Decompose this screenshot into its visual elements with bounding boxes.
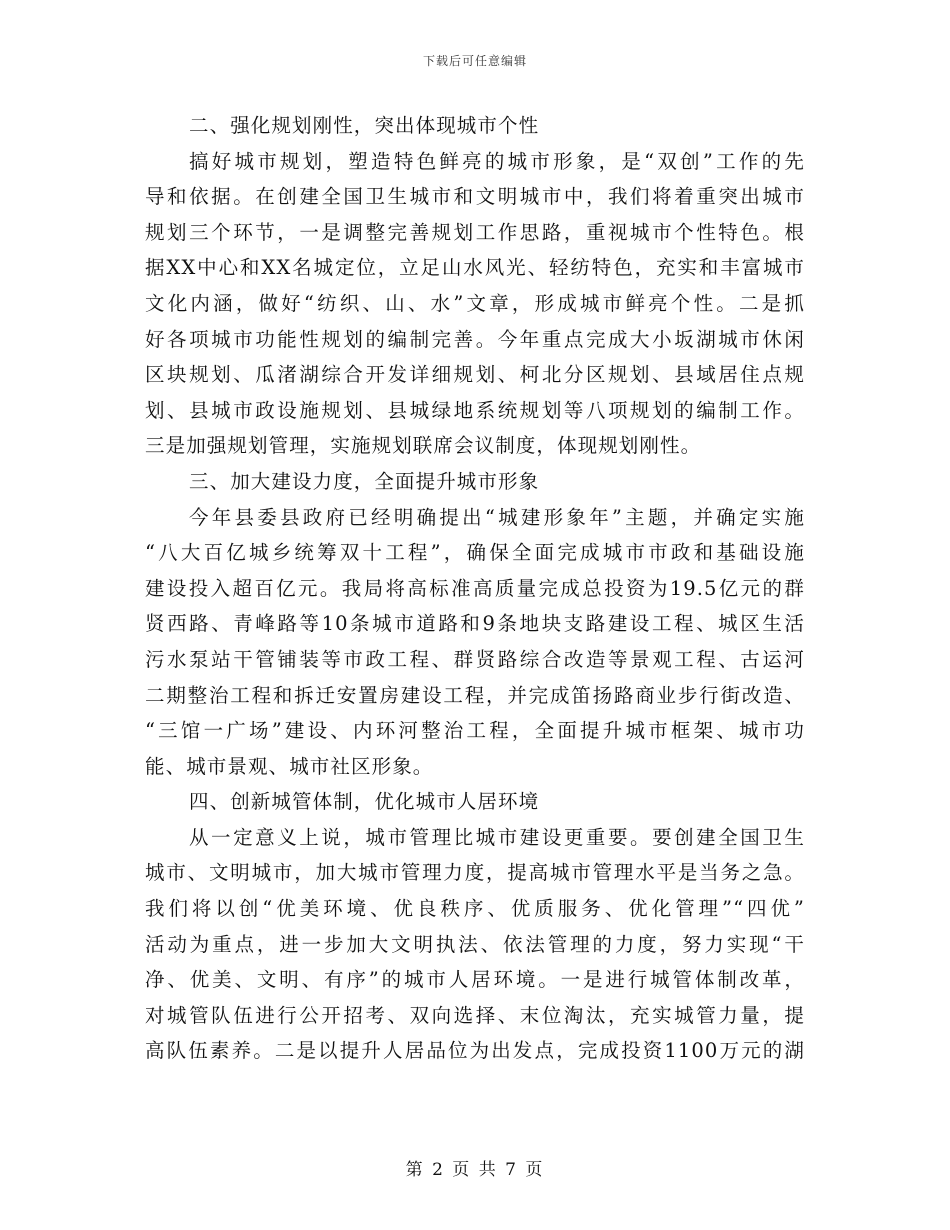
paragraph-line: 能、城市景观、城市社区形象。 bbox=[145, 754, 434, 778]
paragraph-line: “三馆一广场”建设、内环河整治工程，全面提升城市框架、城市功 bbox=[145, 719, 805, 743]
section bbox=[145, 464, 805, 784]
section-heading: 二、强化规划刚性，突出体现城市个性 bbox=[189, 114, 540, 137]
paragraph-line: “八大百亿城乡统筹双十工程”，确保全面完成城市市政和基础设施 bbox=[145, 541, 805, 565]
paragraph-line: 高队伍素养。二是以提升人居品位为出发点，完成投资1100万元的湖 bbox=[145, 1039, 805, 1063]
paragraph-line: 文化内涵，做好“纺织、山、水”文章，形成城市鲜亮个性。二是抓 bbox=[145, 291, 805, 315]
paragraph-line: 二期整治工程和拆迁安置房建设工程，并完成笛扬路商业步行街改造、 bbox=[145, 683, 805, 707]
paragraph-line: 规划三个环节，一是调整完善规划工作思路，重视城市个性特色。根 bbox=[145, 220, 805, 244]
paragraph-line: 污水泵站干管铺装等市政工程、群贤路综合改造等景观工程、古运河 bbox=[145, 647, 805, 671]
paragraph-line: 城市、文明城市，加大城市管理力度，提高城市管理水平是当务之急。 bbox=[145, 861, 805, 885]
paragraph-line: 活动为重点，进一步加大文明执法、依法管理的力度，努力实现“干 bbox=[145, 932, 805, 956]
paragraph-line: 搞好城市规划，塑造特色鲜亮的城市形象，是“双创”工作的先 bbox=[189, 149, 805, 173]
section bbox=[145, 108, 805, 464]
paragraph-line: 区块规划、瓜渚湖综合开发详细规划、柯北分区规划、县域居住点规 bbox=[145, 363, 805, 387]
paragraph-line: 对城管队伍进行公开招考、双向选择、末位淘汰，充实城管力量，提 bbox=[145, 1003, 805, 1027]
paragraph-line: 划、县城市政设施规划、县城绿地系统规划等八项规划的编制工作。 bbox=[145, 398, 805, 422]
paragraph-line: 建设投入超百亿元。我局将高标准高质量完成总投资为19.5亿元的群 bbox=[145, 576, 805, 600]
section bbox=[145, 784, 805, 1069]
paragraph-line: 好各项城市功能性规划的编制完善。今年重点完成大小坂湖城市休闲 bbox=[145, 327, 805, 351]
page-footer: 第 2 页 共 7 页 bbox=[405, 1160, 545, 1180]
paragraph-line: 今年县委县政府已经明确提出“城建形象年”主题，并确定实施 bbox=[189, 505, 805, 529]
section-heading: 三、加大建设力度，全面提升城市形象 bbox=[189, 469, 540, 493]
page-header: 下载后可任意编辑 bbox=[422, 54, 527, 68]
paragraph-line: 三是加强规划管理，实施规划联席会议制度，体现规划刚性。 bbox=[145, 434, 702, 458]
paragraph-line: 我们将以创“优美环境、优良秩序、优质服务、优化管理”“四优” bbox=[145, 897, 805, 921]
section-heading: 四、创新城管体制，优化城市人居环境 bbox=[189, 790, 540, 814]
paragraph-line: 净、优美、文明、有序”的城市人居环境。一是进行城管体制改革， bbox=[145, 968, 805, 992]
paragraph-line: 从一定意义上说，城市管理比城市建设更重要。要创建全国卫生 bbox=[189, 825, 805, 849]
paragraph-line: 贤西路、青峰路等10条城市道路和9条地块支路建设工程、城区生活 bbox=[145, 612, 805, 636]
paragraph-line: 导和依据。在创建全国卫生城市和文明城市中，我们将着重突出城市 bbox=[145, 185, 805, 209]
document-body bbox=[145, 108, 805, 1069]
paragraph-line: 据XX中心和XX名城定位，立足山水风光、轻纺特色，充实和丰富城市 bbox=[145, 256, 805, 280]
